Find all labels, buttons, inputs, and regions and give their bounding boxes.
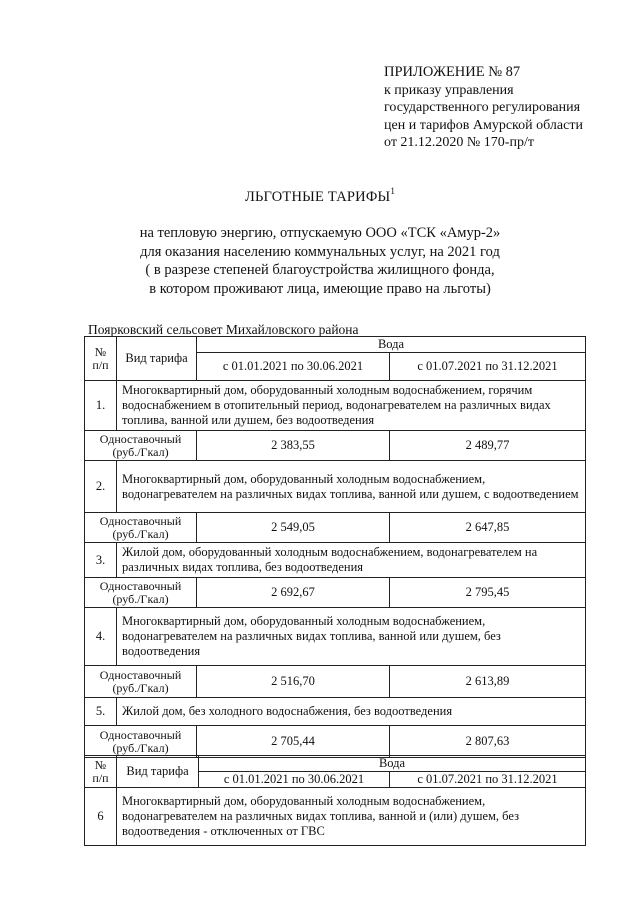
table-row: [85, 788, 586, 846]
row-tariff: Одноставочный (руб./Гкал): [85, 666, 197, 698]
appendix-line: от 21.12.2020 № 170-пр/т: [384, 135, 534, 150]
row-value-1: 2 383,55: [197, 431, 390, 461]
subtitle-line: в котором проживают лица, имеющие право на льготы): [149, 280, 491, 297]
row-value-2: 2 647,85: [390, 513, 586, 543]
row-value-2: 2 613,89: [390, 666, 586, 698]
row-value-1: 2 516,70: [197, 666, 390, 698]
header-period-1: с 01.01.2021 по 30.06.2021: [197, 353, 390, 381]
row-description: Многоквартирный дом, оборудованный холодным водоснабжением, водонагревателем на различных видах топлива, ванной или душем, с водоотведением: [117, 461, 586, 513]
table-row: [85, 543, 586, 578]
row-value-2: 2 807,63: [390, 726, 586, 758]
table-row: [85, 666, 586, 698]
row-num: 1.: [85, 381, 117, 431]
row-value-2: 2 489,77: [390, 431, 586, 461]
row-value-1: 2 549,05: [197, 513, 390, 543]
appendix-line: к приказу управления: [384, 82, 514, 98]
subtitle-line: ( в разрезе степеней благоустройства жилищного фонда,: [145, 262, 495, 278]
row-tariff: Одноставочный (руб./Гкал): [85, 513, 197, 543]
header-num: № п/п: [85, 337, 117, 381]
document-title-text: ЛЬГОТНЫЕ ТАРИФЫ: [244, 189, 391, 205]
row-description: Жилой дом, без холодного водоснабжения, без водоотведения: [117, 698, 586, 726]
row-num: 4.: [85, 608, 117, 666]
header-period-2: с 01.07.2021 по 31.12.2021: [390, 772, 586, 788]
header-tariff-type: Вид тарифа: [117, 337, 197, 381]
appendix-block: [384, 64, 624, 152]
row-num: 3.: [85, 543, 117, 578]
appendix-title: ПРИЛОЖЕНИЕ № 87: [384, 64, 521, 80]
footnote-mark: 1: [390, 186, 396, 196]
row-tariff: Одноставочный (руб./Гкал): [85, 726, 197, 758]
row-value-1: 2 705,44: [197, 726, 390, 758]
document-subtitle: [0, 224, 640, 298]
appendix-line: государственного регулирования: [384, 100, 581, 115]
table-row: [85, 381, 586, 431]
table-row: [85, 726, 586, 758]
row-description: Жилой дом, оборудованный холодным водоснабжением, водонагревателем на различных видах топлива, без водоотведения: [117, 543, 586, 578]
row-value-2: 2 795,45: [390, 578, 586, 608]
header-period-1: с 01.01.2021 по 30.06.2021: [199, 772, 390, 788]
row-tariff: Одноставочный (руб./Гкал): [85, 431, 197, 461]
row-tariff: Одноставочный (руб./Гкал): [85, 578, 197, 608]
table-row: [85, 698, 586, 726]
table-row: [85, 513, 586, 543]
tariff-table-continued: [84, 755, 586, 846]
document-title: [0, 186, 640, 206]
district-label: Поярковский сельсовет Михайловского района: [88, 322, 359, 337]
header-tariff-type: Вид тарифа: [117, 756, 199, 788]
row-num: 6: [85, 788, 117, 846]
table-row: [85, 431, 586, 461]
appendix-line: цен и тарифов Амурской области: [384, 117, 583, 133]
table-row: [85, 608, 586, 666]
subtitle-line: для оказания населению коммунальных услуг, на 2021 год: [140, 243, 500, 260]
row-description: Многоквартирный дом, оборудованный холодным водоснабжением, горячим водоснабжением в отопительный период, водонагревателем на различных видах топлива, ванной или душем, без водоотведения: [117, 381, 586, 431]
row-description: Многоквартирный дом, оборудованный холодным водоснабжением, водонагревателем на различных видах топлива, ванной и (или) душем, без водоотведения - отключенных от ГВС: [117, 788, 586, 846]
header-group: Вода: [199, 756, 586, 772]
row-value-1: 2 692,67: [197, 578, 390, 608]
table-row: [85, 461, 586, 513]
table-row: [85, 578, 586, 608]
row-description: Многоквартирный дом, оборудованный холодным водоснабжением, водонагревателем на различных видах топлива, ванной или душем, без водоотведения: [117, 608, 586, 666]
tariff-table: [84, 336, 586, 758]
header-period-2: с 01.07.2021 по 31.12.2021: [390, 353, 586, 381]
row-num: 5.: [85, 698, 117, 726]
header-group: Вода: [197, 337, 586, 353]
header-num: № п/п: [85, 756, 117, 788]
subtitle-line: на тепловую энергию, отпускаемую ООО «ТСК «Амур-2»: [139, 225, 501, 241]
row-num: 2.: [85, 461, 117, 513]
